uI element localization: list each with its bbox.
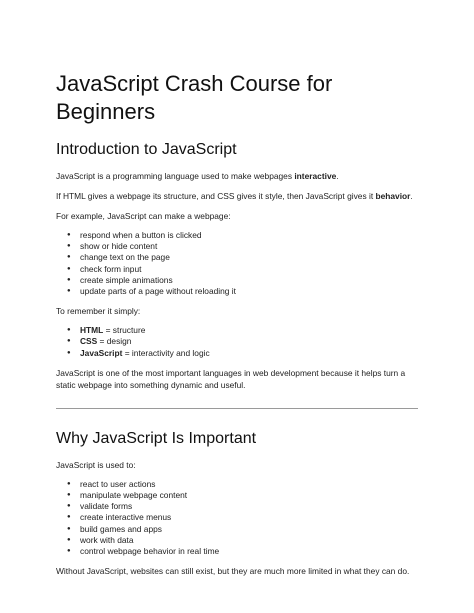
- bullet-icon: ●: [67, 276, 71, 283]
- list-item: [67, 501, 418, 512]
- why-section: [56, 429, 418, 577]
- list-item: [67, 336, 418, 347]
- bullet-icon: ●: [67, 232, 71, 238]
- intro-paragraph-2: [56, 190, 418, 202]
- bold-term: interactive: [294, 171, 337, 181]
- list-item: [67, 325, 418, 336]
- bullet-icon: ●: [67, 243, 71, 250]
- roles-list: [56, 325, 418, 359]
- list-item-text: react to user actions: [80, 478, 156, 489]
- list-item-text: = structure: [103, 325, 146, 336]
- bold-term: HTML: [80, 325, 104, 336]
- list-item: [67, 478, 418, 490]
- bullet-icon: ●: [67, 327, 71, 334]
- list-item: [67, 546, 418, 557]
- bullet-icon: ●: [67, 338, 71, 345]
- list-item: [67, 230, 418, 241]
- intro-heading: Introduction to JavaScript: [56, 141, 237, 158]
- list-item-text: show or hide content: [80, 241, 158, 252]
- list-item: [67, 286, 418, 297]
- bullet-icon: ●: [67, 265, 71, 272]
- bullet-icon: ●: [67, 525, 71, 532]
- intro-paragraph-4: To remember it simply:: [56, 306, 141, 317]
- text-run: If HTML gives a webpage its structure, and CSS gives it style, then JavaScript gives it: [56, 191, 376, 201]
- list-item: [67, 512, 418, 523]
- list-item-text: update parts of a page without reloading it: [80, 286, 236, 297]
- list-item-text: = design: [97, 336, 132, 347]
- list-item: [67, 263, 418, 275]
- list-item-text: respond when a button is clicked: [80, 230, 202, 240]
- list-item: [67, 534, 418, 546]
- list-item: [67, 252, 418, 263]
- bullet-icon: ●: [67, 536, 71, 543]
- list-item: [67, 523, 418, 535]
- bold-term: JavaScript: [80, 347, 123, 358]
- bullet-icon: ●: [67, 503, 71, 510]
- bold-term: behavior: [375, 191, 411, 201]
- text-run: JavaScript is a programming language used to make webpages: [56, 171, 295, 181]
- list-item: [67, 274, 418, 286]
- list-item-text: work with data: [80, 534, 134, 545]
- text-run: .: [336, 171, 339, 181]
- list-item: [67, 347, 418, 359]
- list-item-text: = interactivity and logic: [122, 347, 210, 358]
- bullet-icon: ●: [67, 548, 71, 555]
- bullet-icon: ●: [67, 514, 71, 521]
- intro-paragraph-5: JavaScript is one of the most important languages in web development because it helps turn a static webpage into something dynamic and useful.: [56, 367, 406, 390]
- list-item-text: create simple animations: [80, 274, 173, 285]
- bullet-icon: ●: [67, 349, 71, 356]
- uses-list: [56, 479, 418, 557]
- bullet-icon: ●: [67, 254, 71, 261]
- why-heading: Why JavaScript Is Important: [56, 429, 257, 447]
- why-paragraph-1: JavaScript is used to:: [56, 459, 136, 470]
- section-divider: [56, 408, 418, 409]
- text-run: .: [410, 191, 413, 201]
- list-item-text: create interactive menus: [80, 512, 172, 523]
- bullet-icon: ●: [67, 480, 71, 487]
- page-title: JavaScript Crash Course for Beginners: [56, 71, 333, 124]
- intro-paragraph-3: For example, JavaScript can make a webpage:: [56, 211, 231, 221]
- examples-list: [56, 230, 418, 297]
- bold-term: CSS: [80, 336, 98, 347]
- why-paragraph-2: Without JavaScript, websites can still exist, but they are much more limited in what they can do.: [56, 566, 410, 577]
- list-item: [67, 241, 418, 252]
- bullet-icon: ●: [67, 288, 71, 295]
- list-item-text: control webpage behavior in real time: [80, 546, 220, 557]
- bullet-icon: ●: [67, 492, 71, 499]
- list-item-text: change text on the page: [80, 252, 170, 263]
- intro-paragraph-1: [56, 170, 418, 182]
- list-item-text: build games and apps: [80, 523, 162, 534]
- list-item-text: check form input: [80, 263, 142, 274]
- list-item-text: validate forms: [80, 501, 133, 512]
- list-item-text: manipulate webpage content: [80, 490, 188, 501]
- intro-section: [56, 140, 418, 391]
- list-item: [67, 490, 418, 501]
